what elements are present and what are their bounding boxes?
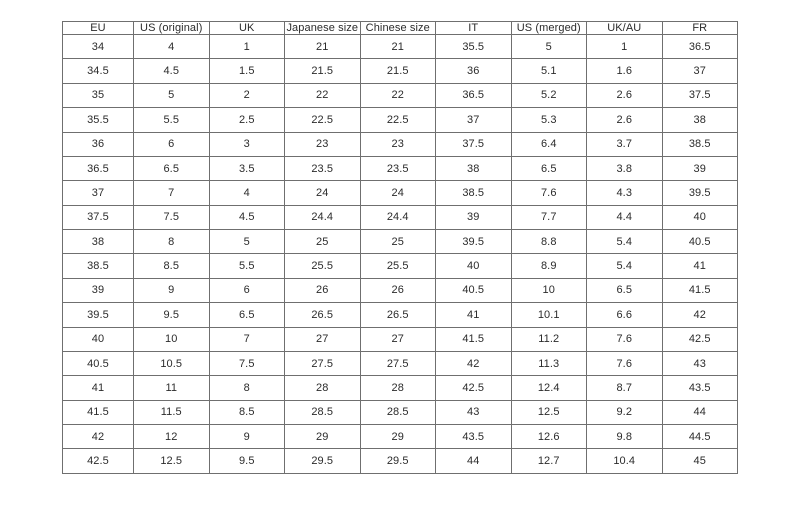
- table-cell: 37: [436, 108, 512, 132]
- table-cell: 10: [134, 327, 210, 351]
- table-cell: 37.5: [662, 83, 738, 107]
- table-cell: 35: [63, 83, 134, 107]
- table-cell: 6.5: [209, 303, 285, 327]
- table-cell: 12.6: [511, 425, 587, 449]
- table-cell: 11: [134, 376, 210, 400]
- table-cell: 5: [209, 230, 285, 254]
- table-cell: 26: [285, 278, 361, 302]
- table-cell: 4: [209, 181, 285, 205]
- table-row: [63, 449, 738, 474]
- table-cell: 10.1: [511, 303, 587, 327]
- column-header-uk-au: UK/AU: [587, 22, 663, 35]
- table-cell: 38.5: [662, 132, 738, 156]
- table-cell: 38.5: [63, 254, 134, 278]
- table-cell: 5.2: [511, 83, 587, 107]
- table-row: [63, 425, 738, 449]
- table-cell: 38: [436, 156, 512, 180]
- table-cell: 36.5: [436, 83, 512, 107]
- table-cell: 2.6: [587, 108, 663, 132]
- table-cell: 12.4: [511, 376, 587, 400]
- table-cell: 21.5: [285, 59, 361, 83]
- table-cell: 22: [285, 83, 361, 107]
- table-cell: 8: [209, 376, 285, 400]
- table-cell: 3.7: [587, 132, 663, 156]
- table-cell: 5.4: [587, 230, 663, 254]
- table-cell: 35.5: [63, 108, 134, 132]
- table-row: [63, 156, 738, 180]
- table-cell: 22: [360, 83, 436, 107]
- table-cell: 42: [63, 425, 134, 449]
- table-cell: 41.5: [436, 327, 512, 351]
- table-cell: 5.4: [587, 254, 663, 278]
- table-cell: 5: [511, 35, 587, 59]
- table-cell: 9: [209, 425, 285, 449]
- table-cell: 21: [360, 35, 436, 59]
- table-cell: 38: [662, 108, 738, 132]
- table-cell: 6.4: [511, 132, 587, 156]
- table-cell: 39: [436, 205, 512, 229]
- table-cell: 38.5: [436, 181, 512, 205]
- table-cell: 4.4: [587, 205, 663, 229]
- table-cell: 8.7: [587, 376, 663, 400]
- table-cell: 43: [436, 400, 512, 424]
- table-cell: 38: [63, 230, 134, 254]
- table-cell: 40.5: [662, 230, 738, 254]
- table-cell: 29.5: [285, 449, 361, 474]
- table-cell: 24.4: [285, 205, 361, 229]
- table-cell: 45: [662, 449, 738, 474]
- table-cell: 29: [285, 425, 361, 449]
- table-cell: 12.7: [511, 449, 587, 474]
- table-cell: 12.5: [134, 449, 210, 474]
- table-cell: 1: [209, 35, 285, 59]
- table-row: [63, 351, 738, 375]
- table-cell: 7: [209, 327, 285, 351]
- table-row: [63, 59, 738, 83]
- table-cell: 4.3: [587, 181, 663, 205]
- table-cell: 27: [360, 327, 436, 351]
- table-cell: 40: [662, 205, 738, 229]
- table-cell: 27: [285, 327, 361, 351]
- table-cell: 42.5: [662, 327, 738, 351]
- table-cell: 26: [360, 278, 436, 302]
- table-cell: 7.5: [134, 205, 210, 229]
- table-cell: 8: [134, 230, 210, 254]
- table-cell: 22.5: [285, 108, 361, 132]
- table-row: [63, 230, 738, 254]
- table-cell: 42: [662, 303, 738, 327]
- table-cell: 21.5: [360, 59, 436, 83]
- table-cell: 39.5: [662, 181, 738, 205]
- table-cell: 23: [360, 132, 436, 156]
- table-cell: 36.5: [662, 35, 738, 59]
- table-cell: 10: [511, 278, 587, 302]
- table-cell: 40.5: [436, 278, 512, 302]
- table-cell: 23: [285, 132, 361, 156]
- table-cell: 3: [209, 132, 285, 156]
- table-cell: 4: [134, 35, 210, 59]
- table-cell: 9.2: [587, 400, 663, 424]
- table-cell: 39.5: [436, 230, 512, 254]
- table-cell: 5.5: [134, 108, 210, 132]
- table-cell: 7.6: [587, 351, 663, 375]
- table-cell: 28.5: [360, 400, 436, 424]
- table-cell: 41.5: [63, 400, 134, 424]
- table-cell: 36: [63, 132, 134, 156]
- table-body: [63, 35, 738, 474]
- table-cell: 39.5: [63, 303, 134, 327]
- table-cell: 25: [360, 230, 436, 254]
- table-cell: 6.6: [587, 303, 663, 327]
- table-cell: 42.5: [63, 449, 134, 474]
- table-cell: 26.5: [360, 303, 436, 327]
- table-cell: 34.5: [63, 59, 134, 83]
- table-cell: 37: [63, 181, 134, 205]
- table-row: [63, 35, 738, 59]
- table-cell: 6: [134, 132, 210, 156]
- table-cell: 7.7: [511, 205, 587, 229]
- table-cell: 1: [587, 35, 663, 59]
- table-cell: 37.5: [436, 132, 512, 156]
- table-cell: 43: [662, 351, 738, 375]
- table-cell: 25: [285, 230, 361, 254]
- table-cell: 42: [436, 351, 512, 375]
- table-cell: 3.8: [587, 156, 663, 180]
- table-cell: 36.5: [63, 156, 134, 180]
- table-cell: 6: [209, 278, 285, 302]
- table-cell: 25.5: [285, 254, 361, 278]
- table-cell: 24: [285, 181, 361, 205]
- table-cell: 40.5: [63, 351, 134, 375]
- table-cell: 26.5: [285, 303, 361, 327]
- table-cell: 8.5: [209, 400, 285, 424]
- table-cell: 44: [436, 449, 512, 474]
- table-row: [63, 376, 738, 400]
- table-cell: 41.5: [662, 278, 738, 302]
- column-header-us-original: US (original): [134, 22, 210, 35]
- column-header-chinese-size: Chinese size: [360, 22, 436, 35]
- table-cell: 27.5: [360, 351, 436, 375]
- shoe-size-conversion-table: [62, 21, 738, 474]
- table-cell: 9.8: [587, 425, 663, 449]
- table-cell: 3.5: [209, 156, 285, 180]
- table-cell: 43.5: [436, 425, 512, 449]
- table-cell: 4.5: [209, 205, 285, 229]
- table-cell: 44: [662, 400, 738, 424]
- table-row: [63, 303, 738, 327]
- table-head: [63, 22, 738, 35]
- table-cell: 43.5: [662, 376, 738, 400]
- table-cell: 10.5: [134, 351, 210, 375]
- table-cell: 10.4: [587, 449, 663, 474]
- table-row: [63, 254, 738, 278]
- table-cell: 4.5: [134, 59, 210, 83]
- table-cell: 37: [662, 59, 738, 83]
- table-cell: 23.5: [360, 156, 436, 180]
- table-cell: 24: [360, 181, 436, 205]
- table-cell: 28: [360, 376, 436, 400]
- table-cell: 7.6: [511, 181, 587, 205]
- table-cell: 25.5: [360, 254, 436, 278]
- table-cell: 39: [662, 156, 738, 180]
- table-cell: 9.5: [209, 449, 285, 474]
- table-cell: 1.5: [209, 59, 285, 83]
- table-cell: 35.5: [436, 35, 512, 59]
- column-header-uk: UK: [209, 22, 285, 35]
- table-cell: 28: [285, 376, 361, 400]
- table-cell: 39: [63, 278, 134, 302]
- table-cell: 41: [662, 254, 738, 278]
- table-cell: 5.5: [209, 254, 285, 278]
- table-cell: 7.6: [587, 327, 663, 351]
- table-cell: 2: [209, 83, 285, 107]
- table-cell: 11.5: [134, 400, 210, 424]
- table-cell: 29: [360, 425, 436, 449]
- table-cell: 37.5: [63, 205, 134, 229]
- table-cell: 24.4: [360, 205, 436, 229]
- table-header-row: [63, 22, 738, 35]
- column-header-us-merged: US (merged): [511, 22, 587, 35]
- table-cell: 42.5: [436, 376, 512, 400]
- table-cell: 9.5: [134, 303, 210, 327]
- table-cell: 8.5: [134, 254, 210, 278]
- table-cell: 7.5: [209, 351, 285, 375]
- table-cell: 11.3: [511, 351, 587, 375]
- table-cell: 41: [63, 376, 134, 400]
- table-cell: 2.6: [587, 83, 663, 107]
- table-cell: 8.8: [511, 230, 587, 254]
- table-cell: 6.5: [511, 156, 587, 180]
- table-cell: 27.5: [285, 351, 361, 375]
- table-cell: 36: [436, 59, 512, 83]
- table-cell: 5.3: [511, 108, 587, 132]
- column-header-japanese-size: Japanese size: [286, 22, 359, 34]
- table-cell: 44.5: [662, 425, 738, 449]
- table-cell: 11.2: [511, 327, 587, 351]
- column-header-it: IT: [436, 22, 512, 35]
- table-row: [63, 205, 738, 229]
- column-header-fr: FR: [662, 22, 738, 35]
- table-cell: 41: [436, 303, 512, 327]
- table-cell: 1.6: [587, 59, 663, 83]
- table-cell: 5.1: [511, 59, 587, 83]
- table-cell: 29.5: [360, 449, 436, 474]
- table-cell: 34: [63, 35, 134, 59]
- table-cell: 22.5: [360, 108, 436, 132]
- column-header-eu: EU: [63, 22, 134, 35]
- table-row: [63, 278, 738, 302]
- table-row: [63, 181, 738, 205]
- table-row: [63, 108, 738, 132]
- table-cell: 21: [285, 35, 361, 59]
- table-cell: 40: [63, 327, 134, 351]
- table-cell: 12.5: [511, 400, 587, 424]
- table-row: [63, 83, 738, 107]
- table-cell: 6.5: [587, 278, 663, 302]
- table-cell: 7: [134, 181, 210, 205]
- table-row: [63, 132, 738, 156]
- table-cell: 12: [134, 425, 210, 449]
- table-cell: 5: [134, 83, 210, 107]
- table-cell: 23.5: [285, 156, 361, 180]
- table-cell: 40: [436, 254, 512, 278]
- table-row: [63, 327, 738, 351]
- table-cell: 28.5: [285, 400, 361, 424]
- table-cell: 6.5: [134, 156, 210, 180]
- table-cell: 9: [134, 278, 210, 302]
- table-row: [63, 400, 738, 424]
- table-cell: 2.5: [209, 108, 285, 132]
- table-cell: 8.9: [511, 254, 587, 278]
